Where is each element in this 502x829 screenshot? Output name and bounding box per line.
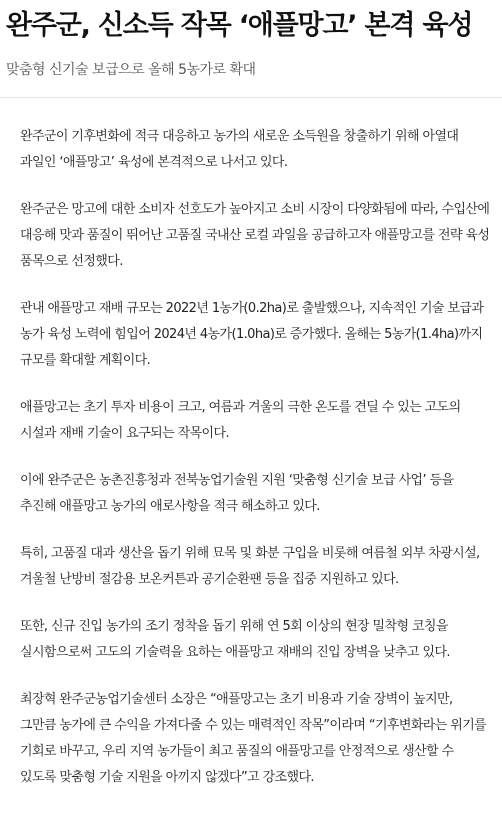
article-paragraph: 관내 애플망고 재배 규모는 2022년 1농가(0.2ha)로 출발했으나, 지속적인 기술 보급과 농가 육성 노력에 힘입어 2024년 4농가(1.0ha)로 증가했다. 올해는 5농가(1.4ha)까지 규모를 확대할 계획이다.: [20, 301, 484, 368]
article-paragraph: 특히, 고품질 대과 생산을 돕기 위해 묘목 및 화분 구입을 비롯해 여름철 외부 차광시설, 겨울철 난방비 절감용 보온커튼과 공기순환팬 등을 집중 지원하고 있다.: [20, 546, 480, 587]
article-paragraph: 완주군은 망고에 대한 소비자 선호도가 높아지고 소비 시장이 다양화됨에 따라, 수입산에 대응해 맛과 품질이 뛰어난 고품질 국내산 로컬 과일을 공급하고자 애플망고를 전략 육성 품목으로 선정했다.: [20, 202, 490, 269]
article-paragraph: 애플망고는 초기 투자 비용이 크고, 여름과 겨울의 극한 온도를 견딜 수 있는 고도의 시설과 재배 기술이 요구되는 작목이다.: [20, 400, 461, 441]
article-title: 완주군, 신소득 작목 ‘애플망고’ 본격 육성: [6, 10, 473, 41]
article-paragraph: 최장혁 완주군농업기술센터 소장은 “애플망고는 초기 비용과 기술 장벽이 높지만, 그만큼 농가에 큰 수익을 가져다줄 수 있는 매력적인 작목”이라며 “기후변화라는 위기를 기회로 바꾸고, 우리 지역 농가들이 최고 품질의 애플망고를 안정적으로 생산할 수 있도록 맞춤형 기술 지원을 아끼지 않겠다”고 강조했다.: [20, 692, 487, 785]
article-paragraph: 이에 완주군은 농촌진흥청과 전북농업기술원 지원 ‘맞춤형 신기술 보급 사업’ 등을 추진해 애플망고 농가의 애로사항을 적극 해소하고 있다.: [20, 473, 454, 514]
article-paragraph: 또한, 신규 진입 농가의 조기 정착을 돕기 위해 연 5회 이상의 현장 밀착형 코칭을 실시함으로써 고도의 기술력을 요하는 애플망고 재배의 진입 장벽을 낮추고 있다.: [20, 619, 450, 660]
article-subtitle: 맞춤형 신기술 보급으로 올해 5농가로 확대: [6, 62, 256, 78]
article-body: [0, 98, 502, 791]
article-paragraph: 완주군이 기후변화에 적극 대응하고 농가의 새로운 소득원을 창출하기 위해 아열대 과일인 ‘애플망고’ 육성에 본격적으로 나서고 있다.: [20, 129, 459, 170]
